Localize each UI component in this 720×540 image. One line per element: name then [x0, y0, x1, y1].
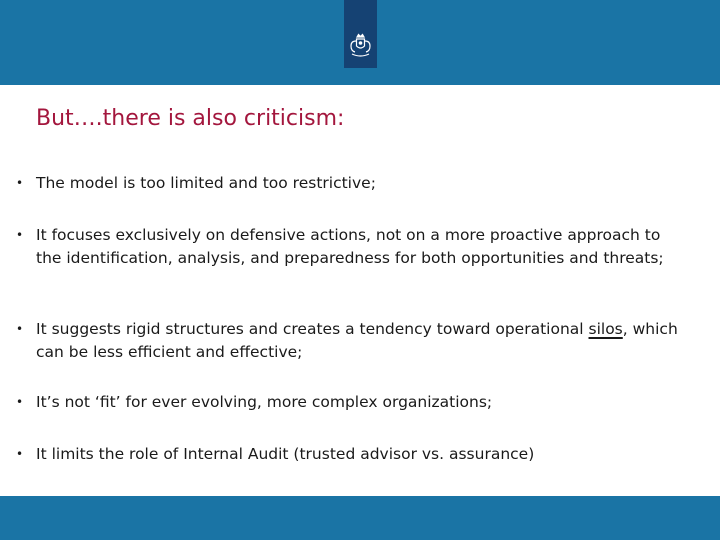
slide-title: But….there is also criticism:	[36, 106, 345, 131]
bullet-marker: •	[16, 322, 24, 336]
coat-of-arms-icon	[347, 33, 374, 59]
bullet-text-end: , which can be less efficient and effective;	[36, 320, 678, 361]
underlined-term: silos	[588, 320, 623, 338]
list-item	[16, 391, 686, 414]
list-item	[16, 443, 686, 466]
bullet-text: It limits the role of Internal Audit (trusted advisor vs. assurance)	[36, 445, 535, 463]
bullet-marker: •	[16, 228, 24, 242]
bullet-text: It’s not ‘fit’ for ever evolving, more complex organizations;	[36, 393, 493, 411]
bullet-text	[36, 318, 686, 363]
bullet-text-start: It suggests rigid structures and creates a tendency toward operational	[36, 320, 589, 338]
bullet-marker: •	[16, 447, 24, 461]
footer-bar	[0, 496, 720, 540]
list-item	[16, 224, 686, 269]
list-item	[16, 172, 686, 195]
bullet-marker: •	[16, 176, 24, 190]
bullet-text: It focuses exclusively on defensive actions, not on a more proactive approach to the identification, analysis, and preparedness for both opportunities and threats;	[36, 226, 664, 267]
bullet-text: The model is too limited and too restrictive;	[36, 174, 376, 192]
header-bar	[0, 0, 720, 85]
list-item	[16, 318, 686, 363]
logo-plate	[344, 0, 377, 68]
bullet-marker: •	[16, 395, 24, 409]
